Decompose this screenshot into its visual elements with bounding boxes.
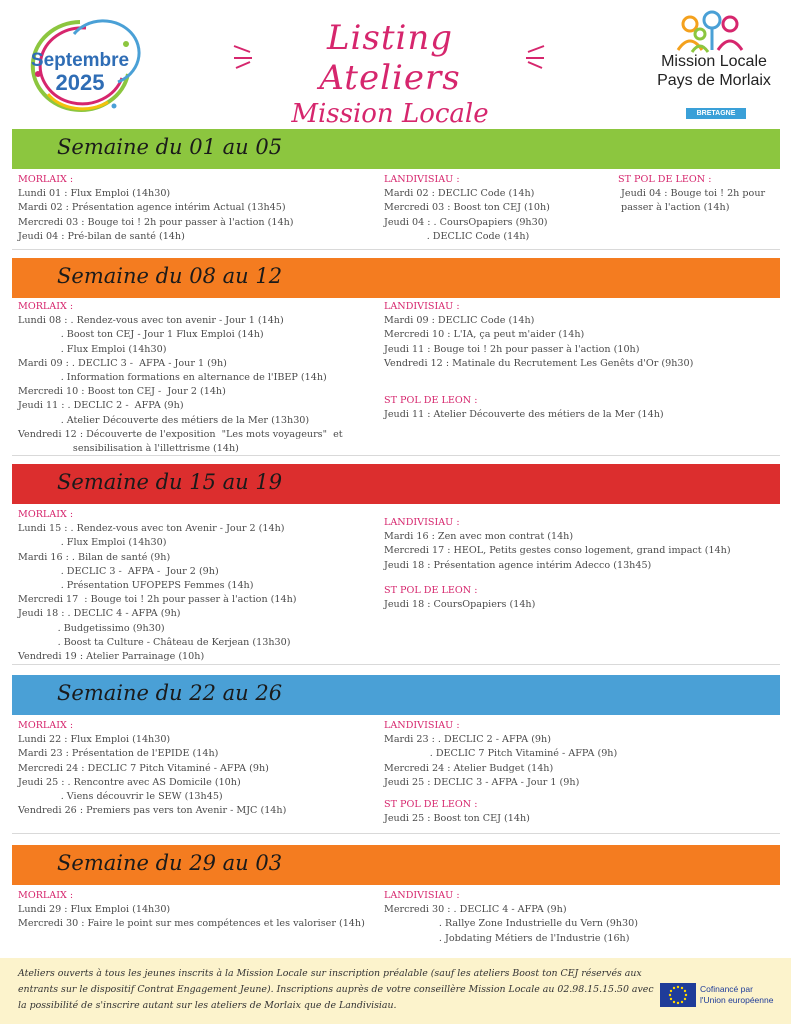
- week-band-1: [12, 129, 780, 169]
- workshop-list: Lundi 08 : . Rendez-vous avec ton avenir - Jour 1 (14h) . Boost ton CEJ - Jour 1 Flux Emploi (14h) . Flux Emploi (14h30) Mardi 09 : . DECLIC 3 - AFPA - Jour 1 (9h) . Information formations en alternance de l'IBEP (14h) Mercredi 10 : Boost ton CEJ - Jour 2 (14h) Jeudi 11 : . DECLIC 2 - AFPA (9h) . Atelier Découverte des métiers de la Mer (13h30) Vendredi 12 : Découverte de l'exposition "Les mots voyageurs" et sensibilisation à l'illettrisme (14h): [18, 315, 343, 455]
- location-label: LANDIVISIAU :: [384, 720, 460, 731]
- workshop-list: Lundi 22 : Flux Emploi (14h30) Mardi 23 : Présentation de l'EPIDE (14h) Mercredi 24 : DECLIC 7 Pitch Vitaminé - AFPA (9h) Jeudi 25 : . Rencontre avec AS Domicile (10h) . Viens découvrir le SEW (13h45) Vendredi 26 : Premiers pas vers ton Avenir - MJC (14h): [18, 734, 287, 817]
- org-name: [650, 52, 778, 90]
- eu-line1: Cofinancé par: [700, 984, 753, 994]
- footer-note: Ateliers ouverts à tous les jeunes inscrits à la Mission Locale sur inscription préalable (sauf les ateliers Boost ton CEJ réservés aux entrants sur le dispositif Contrat Engagement Jeune). Inscriptions auprès de votre conseillère Mission Locale au 02.98.15.15.50 avec la possibilité de s'inscrire autant sur les ateliers de Morlaix que de Landivisiau.: [18, 968, 654, 1011]
- location-label: ST POL DE LEON :: [618, 174, 712, 185]
- org-region-badge: BRETAGNE: [686, 108, 746, 119]
- logo-year: 2025: [55, 70, 105, 95]
- workshop-list: Mardi 02 : DECLIC Code (14h) Mercredi 03 : Boost ton CEJ (10h) Jeudi 04 : . CoursOpapiers (9h30) . DECLIC Code (14h): [384, 188, 550, 242]
- week-title-2: Semaine du 08 au 12: [57, 264, 283, 288]
- location-label: LANDIVISIAU :: [384, 174, 460, 185]
- eu-line2: l'Union européenne: [700, 995, 774, 1005]
- org-name-line1: Mission Locale: [661, 53, 767, 70]
- right-accent-icon: [518, 40, 548, 70]
- week2-landivisiau: [384, 300, 693, 371]
- week-title-5: Semaine du 29 au 03: [57, 851, 283, 875]
- week2-morlaix: [18, 300, 343, 456]
- eu-flag-icon: [660, 983, 696, 1007]
- workshop-list: Jeudi 04 : Bouge toi ! 2h pour passer à l'action (14h): [621, 188, 766, 214]
- location-label: MORLAIX :: [18, 174, 74, 185]
- location-label: ST POL DE LEON :: [384, 395, 478, 406]
- week-title-3: Semaine du 15 au 19: [57, 470, 283, 494]
- left-accent-icon: [230, 40, 260, 70]
- week4-morlaix: [18, 719, 286, 818]
- week2-stpol: [384, 394, 664, 422]
- title-line1: Listing Ateliers: [319, 18, 461, 98]
- week1-stpol: [618, 173, 765, 216]
- eu-cofinance-text: [700, 984, 785, 1006]
- location-label: LANDIVISIAU :: [384, 890, 460, 901]
- week-band-5: [12, 845, 780, 885]
- location-label: MORLAIX :: [18, 720, 74, 731]
- septembre-2025-logo: [18, 14, 143, 119]
- workshop-list: Lundi 15 : . Rendez-vous avec ton Avenir - Jour 2 (14h) . Flux Emploi (14h30) Mardi 16 : . Bilan de santé (9h) . DECLIC 3 - AFPA - Jour 2 (9h) . Présentation UFOPEPS Femmes (14h) Mercredi 17 : Bouge toi ! 2h pour passer à l'action (14h) Jeudi 18 : . DECLIC 4 - AFPA (9h) . Budgetissimo (9h30) . Boost ta Culture - Château de Kerjean (13h30) Vendredi 19 : Atelier Parrainage (10h): [18, 523, 297, 663]
- title-line2: Mission Locale: [291, 99, 489, 129]
- page-title: [270, 18, 510, 130]
- week-band-4: [12, 675, 780, 715]
- workshop-list: Mardi 23 : . DECLIC 2 - AFPA (9h) . DECLIC 7 Pitch Vitaminé - AFPA (9h) Mercredi 24 : Atelier Budget (14h) Jeudi 25 : DECLIC 3 - AFPA - Jour 1 (9h): [384, 734, 618, 788]
- workshop-list: Mercredi 30 : . DECLIC 4 - AFPA (9h) . Rallye Zone Industrielle du Vern (9h30) . Jobdating Métiers de l'Industrie (16h): [384, 904, 638, 944]
- week-section-1: [12, 169, 780, 250]
- workshop-list: Jeudi 11 : Atelier Découverte des métiers de la Mer (14h): [384, 409, 664, 421]
- location-label: MORLAIX :: [18, 509, 74, 520]
- week-title-4: Semaine du 22 au 26: [57, 681, 283, 705]
- workshop-list: Lundi 29 : Flux Emploi (14h30) Mercredi 30 : Faire le point sur mes compétences et les valoriser (14h): [18, 904, 365, 930]
- week1-landivisiau: [384, 173, 550, 244]
- org-name-line2: Pays de Morlaix: [657, 72, 771, 89]
- logo-month: Septembre: [30, 50, 130, 71]
- location-label: LANDIVISIAU :: [384, 517, 460, 528]
- workshop-list: Lundi 01 : Flux Emploi (14h30) Mardi 02 : Présentation agence intérim Actual (13h45) Mercredi 03 : Bouge toi ! 2h pour passer à l'action (14h) Jeudi 04 : Pré-bilan de santé (14h): [18, 188, 294, 242]
- week3-morlaix: [18, 508, 297, 664]
- week-section-3: [12, 504, 780, 665]
- week3-landivisiau: [384, 516, 731, 573]
- week5-morlaix: [18, 889, 365, 932]
- week4-stpol: [384, 798, 530, 826]
- week-section-4: [12, 715, 780, 834]
- location-label: MORLAIX :: [18, 301, 74, 312]
- location-label: LANDIVISIAU :: [384, 301, 460, 312]
- workshop-list: Jeudi 25 : Boost ton CEJ (14h): [384, 813, 530, 825]
- week-band-2: [12, 258, 780, 298]
- workshop-list: Mardi 09 : DECLIC Code (14h) Mercredi 10 : L'IA, ça peut m'aider (14h) Jeudi 11 : Bouge toi ! 2h pour passer à l'action (10h) Vendredi 12 : Matinale du Recrutement Les Genêts d'Or (9h30): [384, 315, 694, 369]
- week4-landivisiau: [384, 719, 617, 790]
- week3-stpol: [384, 584, 535, 612]
- week1-morlaix: [18, 173, 294, 244]
- week-section-2: [12, 298, 780, 456]
- week-band-3: [12, 464, 780, 504]
- week5-landivisiau: [384, 889, 638, 946]
- workshop-list: Jeudi 18 : CoursOpapiers (14h): [384, 599, 536, 611]
- workshop-list: Mardi 16 : Zen avec mon contrat (14h) Mercredi 17 : HEOL, Petits gestes conso logement, grand impact (14h) Jeudi 18 : Présentation agence intérim Adecco (13h45): [384, 531, 731, 571]
- people-icon: [650, 10, 775, 55]
- location-label: MORLAIX :: [18, 890, 74, 901]
- location-label: ST POL DE LEON :: [384, 585, 478, 596]
- location-label: ST POL DE LEON :: [384, 799, 478, 810]
- week-title-1: Semaine du 01 au 05: [57, 135, 283, 159]
- week-section-5: [12, 885, 780, 951]
